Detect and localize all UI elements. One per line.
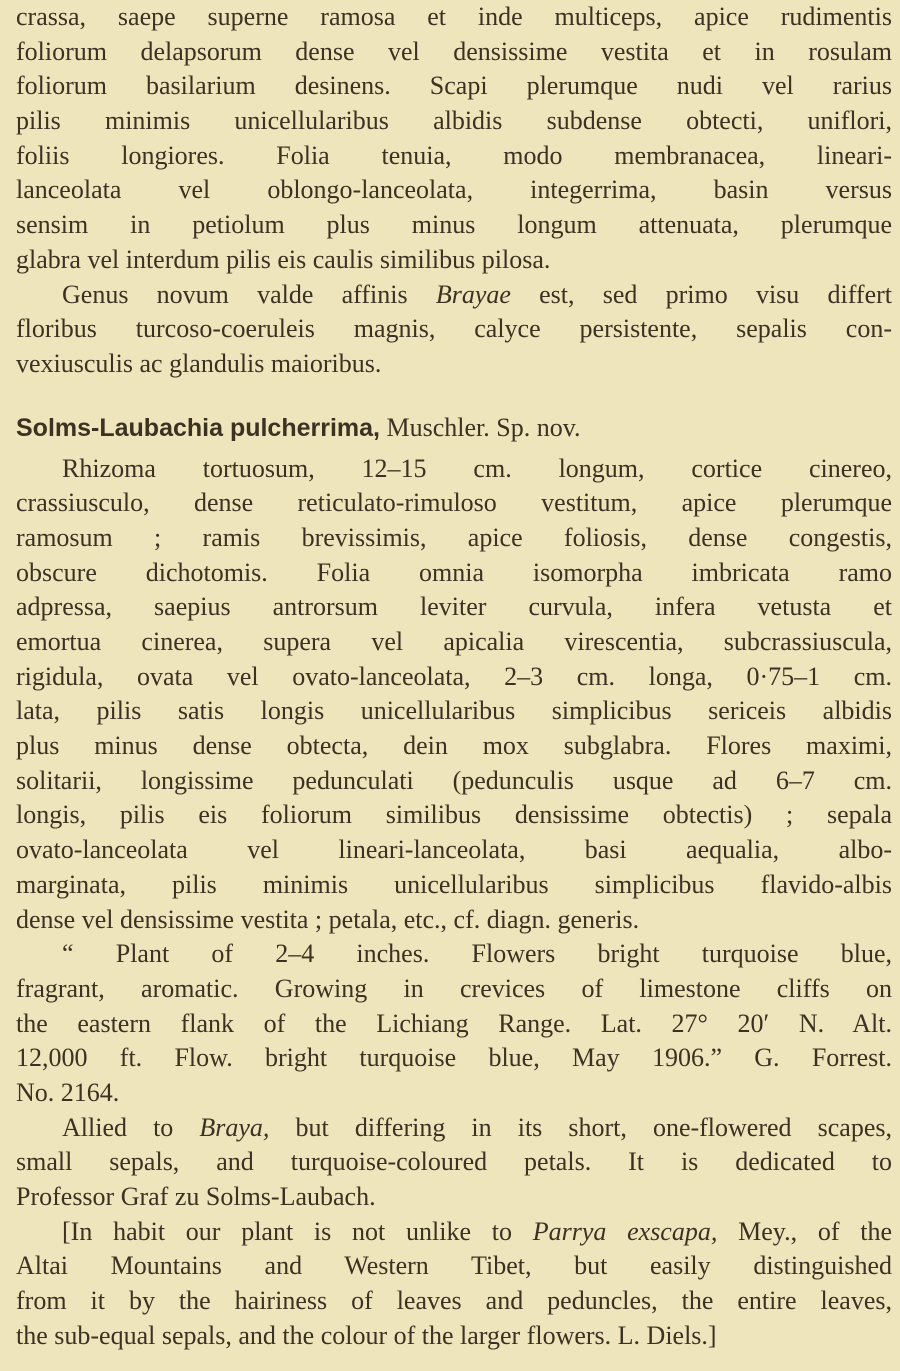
text-line — [16, 1284, 892, 1319]
text-line — [16, 1007, 892, 1042]
text-line — [16, 660, 892, 695]
text-segment: rigidula, ovata vel ovato-lanceolata, 2–3 cm. longa, 0·75–1 cm. — [16, 661, 892, 691]
italic-text: Parrya exscapa, — [532, 1216, 718, 1246]
text-segment: Professor Graf zu Solms-Laubach. — [16, 1182, 376, 1211]
text-line — [16, 764, 892, 799]
text-segment: 12,000 ft. Flow. bright turquoise blue, May 1906.” G. Forrest. — [16, 1043, 892, 1073]
text-segment: lata, pilis satis longis unicellularibus simplicibus sericeis albidis — [16, 696, 892, 726]
text-segment: dense vel densissime vestita ; petala, etc., cf. diagn. generis. — [16, 904, 640, 934]
text-line — [16, 1145, 892, 1180]
species-name: Solms-Laubachia pulcherrima, — [16, 413, 380, 442]
text-line — [16, 798, 892, 833]
text-line — [16, 556, 892, 591]
text-line — [16, 208, 892, 243]
text-segment: “ Plant of 2–4 inches. Flowers bright turquoise blue, — [62, 939, 892, 969]
text-line — [16, 104, 892, 139]
text-line — [16, 347, 892, 382]
text-segment: from it by the hairiness of leaves and peduncles, the entire leaves, — [16, 1286, 892, 1316]
text-segment: Mey., of the — [717, 1216, 892, 1246]
text-segment: pilis minimis unicellularibus albidis subdense obtecti, uniflori, — [16, 106, 892, 136]
text-segment: Genus novum valde affinis — [62, 279, 436, 309]
text-line — [16, 972, 892, 1007]
text-line — [16, 452, 892, 487]
text-segment: Altai Mountains and Western Tibet, but easily distinguished — [16, 1251, 892, 1281]
text-line — [16, 1041, 892, 1076]
text-segment: ramosum ; ramis brevissimis, apice foliosis, dense congestis, — [16, 522, 892, 552]
text-segment: foliis longiores. Folia tenuia, modo membranacea, lineari- — [16, 140, 892, 170]
text-line — [16, 139, 892, 174]
text-line — [16, 694, 892, 729]
text-segment: longis, pilis eis foliorum similibus densissime obtectis) ; sepala — [16, 800, 892, 830]
text-segment: vexiusculis ac glandulis maioribus. — [16, 348, 382, 378]
text-line — [16, 1249, 892, 1284]
text-line — [16, 69, 892, 104]
species-heading — [16, 411, 892, 452]
text-segment: Allied to — [62, 1112, 200, 1142]
document-page — [16, 0, 892, 1353]
text-line — [16, 243, 892, 278]
text-line — [16, 521, 892, 556]
text-segment: marginata, pilis minimis unicellularibus simplicibus flavido-albis — [16, 869, 892, 899]
text-segment: crassiusculo, dense reticulato-rimuloso vestitum, apice plerumque — [16, 488, 892, 518]
text-line — [16, 1319, 892, 1354]
text-line — [16, 1215, 892, 1250]
text-segment: the eastern flank of the Lichiang Range. Lat. 27° 20′ N. Alt. — [16, 1008, 892, 1038]
paragraph — [16, 0, 892, 278]
paragraph — [16, 1111, 892, 1215]
text-line — [16, 35, 892, 70]
text-line — [16, 937, 892, 972]
species-author: Muschler. Sp. nov. — [380, 412, 581, 442]
text-segment: small sepals, and turquoise-coloured petals. It is dedicated to — [16, 1147, 892, 1177]
paragraph — [16, 937, 892, 1110]
section-gap — [16, 382, 892, 411]
text-line — [16, 1111, 892, 1146]
text-line — [16, 833, 892, 868]
text-segment: No. 2164. — [16, 1077, 120, 1107]
text-line — [16, 868, 892, 903]
text-segment: the sub-equal sepals, and the colour of the larger flowers. L. Diels.] — [16, 1320, 717, 1350]
italic-text: Braya, — [199, 1112, 270, 1142]
text-segment: fragrant, aromatic. Growing in crevices of limestone cliffs on — [16, 973, 892, 1003]
text-line — [16, 486, 892, 521]
text-line — [16, 0, 892, 35]
text-segment: crassa, saepe superne ramosa et inde multiceps, apice rudimentis — [16, 2, 892, 31]
text-segment: sensim in petiolum plus minus longum attenuata, plerumque — [16, 210, 892, 240]
text-line — [16, 1076, 892, 1111]
text-line — [16, 312, 892, 347]
text-segment: Rhizoma tortuosum, 12–15 cm. longum, cortice cinereo, — [62, 453, 892, 483]
text-segment: solitarii, longissime pedunculati (pedunculis usque ad 6–7 cm. — [16, 765, 892, 795]
italic-text: Brayae — [435, 279, 511, 309]
text-segment: [In habit our plant is not unlike to — [62, 1216, 533, 1246]
text-segment: lanceolata vel oblongo-lanceolata, integerrima, basin versus — [16, 175, 892, 205]
text-segment: adpressa, saepius antrorsum leviter curvula, infera vetusta et — [16, 592, 892, 622]
text-line — [16, 729, 892, 764]
text-segment: est, sed primo visu differt — [510, 279, 892, 309]
paragraph — [16, 452, 892, 938]
species-description-section — [16, 452, 892, 1354]
description-section — [16, 0, 892, 382]
text-segment: obscure dichotomis. Folia omnia isomorpha imbricata ramo — [16, 557, 892, 587]
text-segment: foliorum basilarium desinens. Scapi plerumque nudi vel rarius — [16, 71, 892, 101]
text-line — [16, 625, 892, 660]
text-segment: floribus turcoso-coeruleis magnis, calyce persistente, sepalis con- — [16, 314, 892, 344]
text-line — [16, 903, 892, 938]
text-segment: emortua cinerea, supera vel apicalia virescentia, subcrassiuscula, — [16, 627, 892, 656]
text-segment: but differing in its short, one-flowered scapes, — [269, 1112, 892, 1142]
paragraph — [16, 278, 892, 382]
text-segment: foliorum delapsorum dense vel densissime vestita et in rosulam — [16, 36, 892, 66]
text-segment: plus minus dense obtecta, dein mox subglabra. Flores maximi, — [16, 731, 892, 761]
text-segment: ovato-lanceolata vel lineari-lanceolata, basi aequalia, albo- — [16, 835, 892, 865]
text-line — [16, 590, 892, 625]
paragraph — [16, 1215, 892, 1354]
text-line — [16, 278, 892, 313]
text-line — [16, 1180, 892, 1215]
text-segment: glabra vel interdum pilis eis caulis similibus pilosa. — [16, 244, 551, 274]
text-line — [16, 173, 892, 208]
